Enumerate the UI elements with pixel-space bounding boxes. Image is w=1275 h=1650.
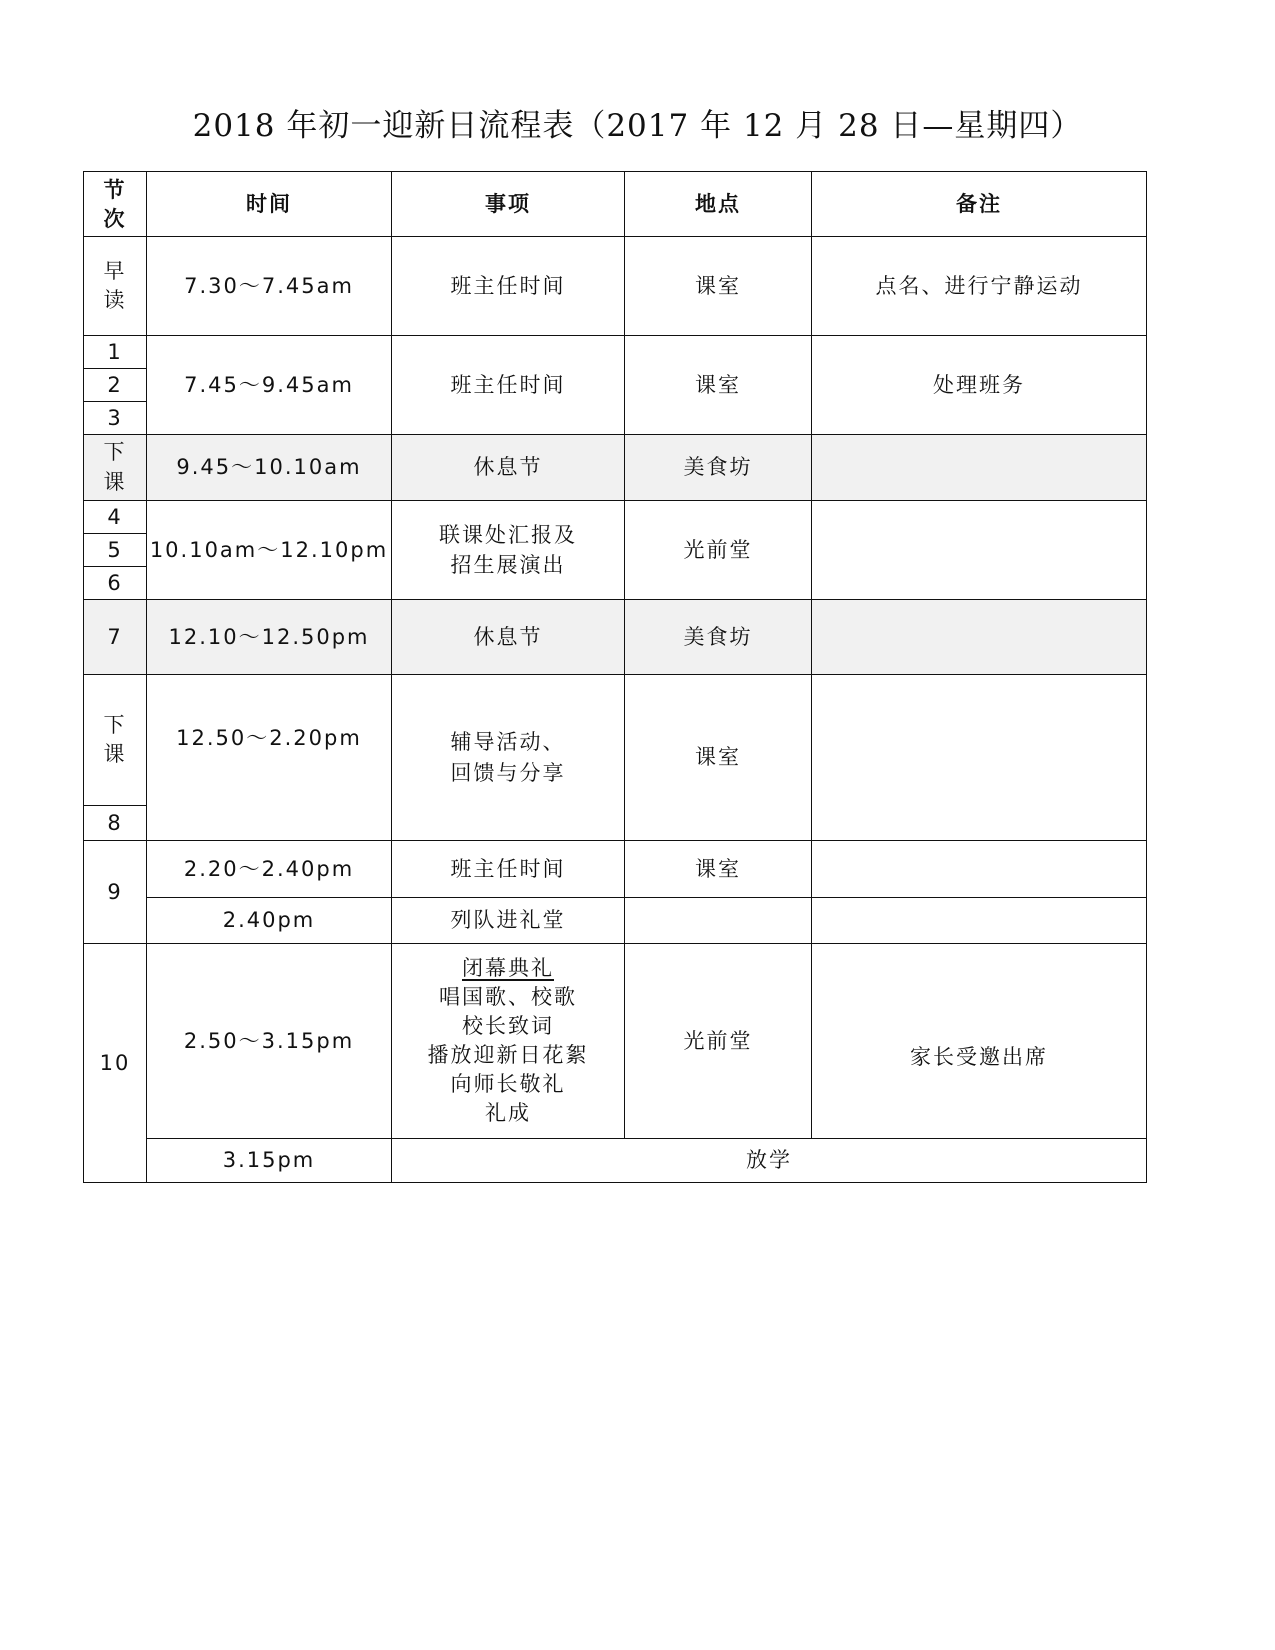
time-cell: 2.20～2.40pm — [147, 841, 392, 898]
period-cell: 2 — [84, 369, 147, 402]
item-cell: 辅导活动、 回馈与分享 — [392, 675, 625, 841]
remark-cell: 家长受邀出席 — [812, 944, 1147, 1139]
table-row — [84, 501, 1147, 534]
period-cell: 下 课 — [84, 675, 147, 806]
venue-cell: 光前堂 — [625, 501, 812, 600]
venue-cell: 课室 — [625, 841, 812, 898]
table-row — [84, 435, 1147, 501]
venue-cell: 课室 — [625, 675, 812, 841]
table-row — [84, 1139, 1147, 1183]
item-cell: 班主任时间 — [392, 336, 625, 435]
table-row — [84, 600, 1147, 675]
remark-cell — [812, 675, 1147, 841]
page-title: 2018 年初一迎新日流程表（2017 年 12 月 28 日—星期四） — [192, 108, 1083, 144]
time-cell: 2.50～3.15pm — [147, 944, 392, 1139]
time-cell: 7.30～7.45am — [147, 237, 392, 336]
remark-cell — [812, 841, 1147, 898]
table-header-row — [84, 172, 1147, 237]
header-remark: 备注 — [812, 172, 1147, 237]
item-cell: 联课处汇报及 招生展演出 — [392, 501, 625, 600]
remark-cell: 处理班务 — [812, 336, 1147, 435]
period-cell: 4 — [84, 501, 147, 534]
table-row — [84, 237, 1147, 336]
period-cell: 7 — [84, 600, 147, 675]
period-cell: 8 — [84, 806, 147, 841]
item-cell: 闭幕典礼 唱国歌、校歌 校长致词 播放迎新日花絮 向师长敬礼 礼成 — [392, 944, 625, 1139]
venue-cell: 课室 — [625, 336, 812, 435]
item-cell: 休息节 — [392, 435, 625, 501]
time-cell: 9.45～10.10am — [147, 435, 392, 501]
remark-cell — [812, 435, 1147, 501]
time-cell: 12.50～2.20pm — [147, 675, 392, 841]
header-period: 节 次 — [84, 172, 147, 237]
time-cell: 10.10am～12.10pm — [147, 501, 392, 600]
period-cell: 10 — [84, 944, 147, 1183]
header-item: 事项 — [392, 172, 625, 237]
period-cell: 9 — [84, 841, 147, 944]
period-cell: 6 — [84, 567, 147, 600]
venue-cell: 光前堂 — [625, 944, 812, 1139]
period-cell: 3 — [84, 402, 147, 435]
period-cell: 早 读 — [84, 237, 147, 336]
item-cell: 班主任时间 — [392, 841, 625, 898]
time-cell: 7.45～9.45am — [147, 336, 392, 435]
table-row — [84, 944, 1147, 1139]
table-row — [84, 675, 1147, 806]
closing-ceremony-label: 闭幕典礼 — [462, 956, 554, 981]
venue-cell: 课室 — [625, 237, 812, 336]
venue-cell — [625, 898, 812, 944]
time-cell: 12.10～12.50pm — [147, 600, 392, 675]
header-venue: 地点 — [625, 172, 812, 237]
table-row — [84, 841, 1147, 898]
remark-cell — [812, 600, 1147, 675]
item-cell: 放学 — [392, 1139, 1147, 1183]
remark-cell — [812, 898, 1147, 944]
table-row — [84, 336, 1147, 369]
item-cell: 班主任时间 — [392, 237, 625, 336]
venue-cell: 美食坊 — [625, 435, 812, 501]
table-row — [84, 898, 1147, 944]
schedule-table — [83, 171, 1147, 1183]
period-cell: 1 — [84, 336, 147, 369]
item-cell: 列队进礼堂 — [392, 898, 625, 944]
remark-cell — [812, 501, 1147, 600]
period-cell: 5 — [84, 534, 147, 567]
remark-cell: 点名、进行宁静运动 — [812, 237, 1147, 336]
time-cell: 3.15pm — [147, 1139, 392, 1183]
time-cell: 2.40pm — [147, 898, 392, 944]
venue-cell: 美食坊 — [625, 600, 812, 675]
period-cell: 下 课 — [84, 435, 147, 501]
item-cell: 休息节 — [392, 600, 625, 675]
header-time: 时间 — [147, 172, 392, 237]
